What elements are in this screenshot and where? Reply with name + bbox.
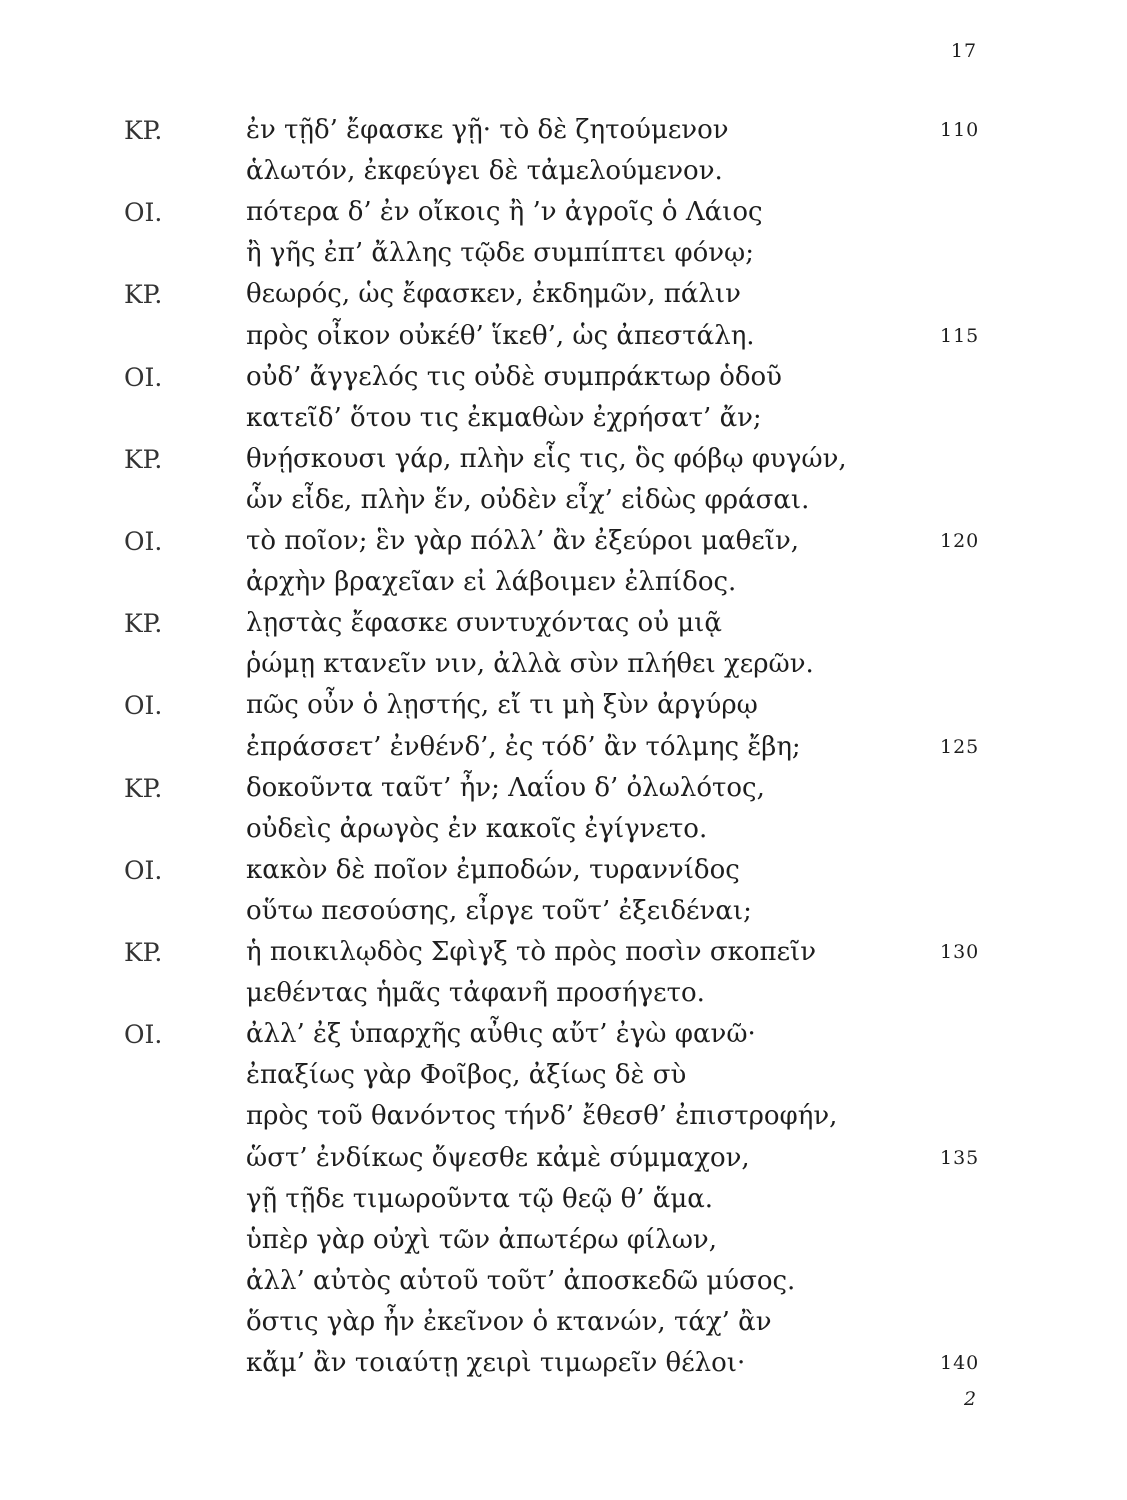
line-number: 115 — [940, 324, 980, 347]
verse-text: ὑπὲρ γὰρ οὐχὶ τῶν ἀπωτέρω φίλων, — [246, 1224, 717, 1255]
verse-text: πότερα δ’ ἐν οἴκοις ἢ ’ν ἀγροῖς ὁ Λάιος — [246, 197, 763, 228]
verse-text: κακὸν δὲ ποῖον ἐμποδών, τυραννίδος — [246, 854, 740, 885]
verse-text: ῥώμῃ κτανεῖν νιν, ἀλλὰ σὺν πλήθει χερῶν. — [246, 649, 814, 680]
speaker-label: KP. — [124, 116, 163, 145]
verse-line — [0, 1055, 1127, 1096]
verse-text: πρὸς οἶκον οὐκέθ’ ἵκεθ’, ὡς ἀπεστάλη. — [246, 320, 755, 351]
speaker-label: KP. — [124, 280, 163, 310]
line-number: 130 — [940, 941, 980, 963]
verse-line — [0, 439, 1127, 480]
verse-line — [0, 398, 1127, 439]
verse-line — [0, 932, 1127, 973]
verse-line — [0, 973, 1127, 1014]
verse-line — [0, 1220, 1127, 1261]
line-number: 140 — [940, 1352, 980, 1374]
verse-text: ἁλωτόν, ἐκφεύγει δὲ τἀμελούμενον. — [246, 156, 723, 187]
verse-line — [0, 891, 1127, 932]
speaker-label: KP. — [124, 938, 163, 967]
speaker-label: OI. — [124, 198, 163, 228]
verse-text: ἐν τῇδ’ ἔφασκε γῇ· τὸ δὲ ζητούμενον — [246, 115, 729, 145]
verse-text: πρὸς τοῦ θανόντος τήνδ’ ἔθεσθ’ ἐπιστροφήν, — [246, 1101, 838, 1132]
verse-text: γῇ τῇδε τιμωροῦντα τῷ θεῷ θ’ ἅμα. — [246, 1183, 714, 1214]
verse-text: οὕτω πεσούσης, εἶργε τοῦτ’ ἐξειδέναι; — [246, 895, 752, 926]
verse-text: θνῄσκουσι γάρ, πλὴν εἷς τις, ὃς φόβῳ φυγών, — [246, 443, 847, 474]
verse-line — [0, 274, 1127, 315]
verse-line — [0, 850, 1127, 891]
verse-text: δοκοῦντα ταῦτ’ ἦν; Λαΐου δ’ ὀλωλότος, — [246, 772, 765, 803]
verse-line — [0, 768, 1127, 809]
verse-text: θεωρός, ὡς ἔφασκεν, ἐκδημῶν, πάλιν — [246, 279, 741, 310]
verse-text: ἐπαξίως γὰρ Φοῖβος, ἀξίως δὲ σὺ — [246, 1060, 687, 1091]
verse-line — [0, 110, 1127, 151]
verse-line — [0, 1014, 1127, 1055]
verse-text: ὧν εἶδε, πλὴν ἕν, οὐδὲν εἶχ’ εἰδὼς φράσαι. — [246, 484, 810, 515]
verse-text: κατεῖδ’ ὅτου τις ἐκμαθὼν ἐχρήσατ’ ἄν; — [246, 402, 762, 433]
speaker-label: KP. — [124, 609, 163, 639]
verse-line — [0, 316, 1127, 357]
line-number: 120 — [940, 530, 980, 552]
verse-text: λῃστὰς ἔφασκε συντυχόντας οὐ μιᾷ — [246, 608, 722, 639]
verse-text: ἐπράσσετ’ ἐνθένδ’, ἐς τόδ’ ἂν τόλμης ἔβη; — [246, 731, 801, 762]
verse-text: ἡ ποικιλῳδὸς Σφὶγξ τὸ πρὸς ποσὶν σκοπεῖν — [246, 937, 817, 967]
verse-text: οὐδ’ ἄγγελός τις οὐδὲ συμπράκτωρ ὁδοῦ — [246, 361, 782, 392]
signature-mark: 2 — [964, 1388, 977, 1410]
verse-line — [0, 1138, 1127, 1179]
verse-line — [0, 192, 1127, 233]
verse-line — [0, 685, 1127, 726]
line-number: 110 — [940, 119, 980, 141]
verse-line — [0, 151, 1127, 192]
verse-text: ἀρχὴν βραχεῖαν εἰ λάβοιμεν ἐλπίδος. — [246, 567, 737, 598]
speaker-label: OI. — [124, 691, 163, 721]
verse-text: ὥστ’ ἐνδίκως ὄψεσθε κἀμὲ σύμμαχον, — [246, 1142, 750, 1173]
verse-text: ἢ γῆς ἐπ’ ἄλλης τῷδε συμπίπτει φόνῳ; — [246, 238, 755, 269]
verse-text: πῶς οὖν ὁ λῃστής, εἴ τι μὴ ξὺν ἀργύρῳ — [246, 690, 758, 721]
verse-line — [0, 809, 1127, 850]
line-number: 125 — [940, 735, 980, 758]
verse-line — [0, 521, 1127, 562]
verse-text: οὐδεὶς ἀρωγὸς ἐν κακοῖς ἐγίγνετο. — [246, 813, 708, 844]
verse-text: μεθέντας ἡμᾶς τἀφανῆ προσήγετο. — [246, 978, 705, 1009]
verse-line — [0, 562, 1127, 603]
speaker-label: KP. — [124, 773, 163, 803]
verse-line — [0, 1179, 1127, 1220]
verse-line — [0, 233, 1127, 274]
verse-line — [0, 603, 1127, 644]
verse-text: κἄμ’ ἂν τοιαύτῃ χειρὶ τιμωρεῖν θέλοι· — [246, 1348, 746, 1378]
verse-text: ὅστις γὰρ ἦν ἐκεῖνον ὁ κτανών, τάχ’ ἂν — [246, 1306, 772, 1337]
speaker-label: OI. — [124, 527, 163, 556]
verse-line — [0, 1096, 1127, 1137]
line-number: 135 — [940, 1146, 980, 1169]
verse-line — [0, 357, 1127, 398]
verse-line — [0, 644, 1127, 685]
verse-text: ἀλλ’ ἐξ ὑπαρχῆς αὖθις αὔτ’ ἐγὼ φανῶ· — [246, 1019, 756, 1050]
verse-text: ἀλλ’ αὐτὸς αὑτοῦ τοῦτ’ ἀποσκεδῶ μύσος. — [246, 1265, 796, 1296]
verse-line — [0, 1261, 1127, 1302]
speaker-label: OI. — [124, 855, 163, 885]
page-number: 17 — [950, 40, 978, 62]
verse-line — [0, 1343, 1127, 1384]
speaker-label: KP. — [124, 444, 163, 474]
verse-text: τὸ ποῖον; ἓν γὰρ πόλλ’ ἂν ἐξεύροι μαθεῖν, — [246, 526, 800, 556]
speaker-label: OI. — [124, 362, 163, 392]
verse-line — [0, 1302, 1127, 1343]
verse-line — [0, 727, 1127, 768]
speaker-label: OI. — [124, 1020, 163, 1050]
verse-line — [0, 480, 1127, 521]
